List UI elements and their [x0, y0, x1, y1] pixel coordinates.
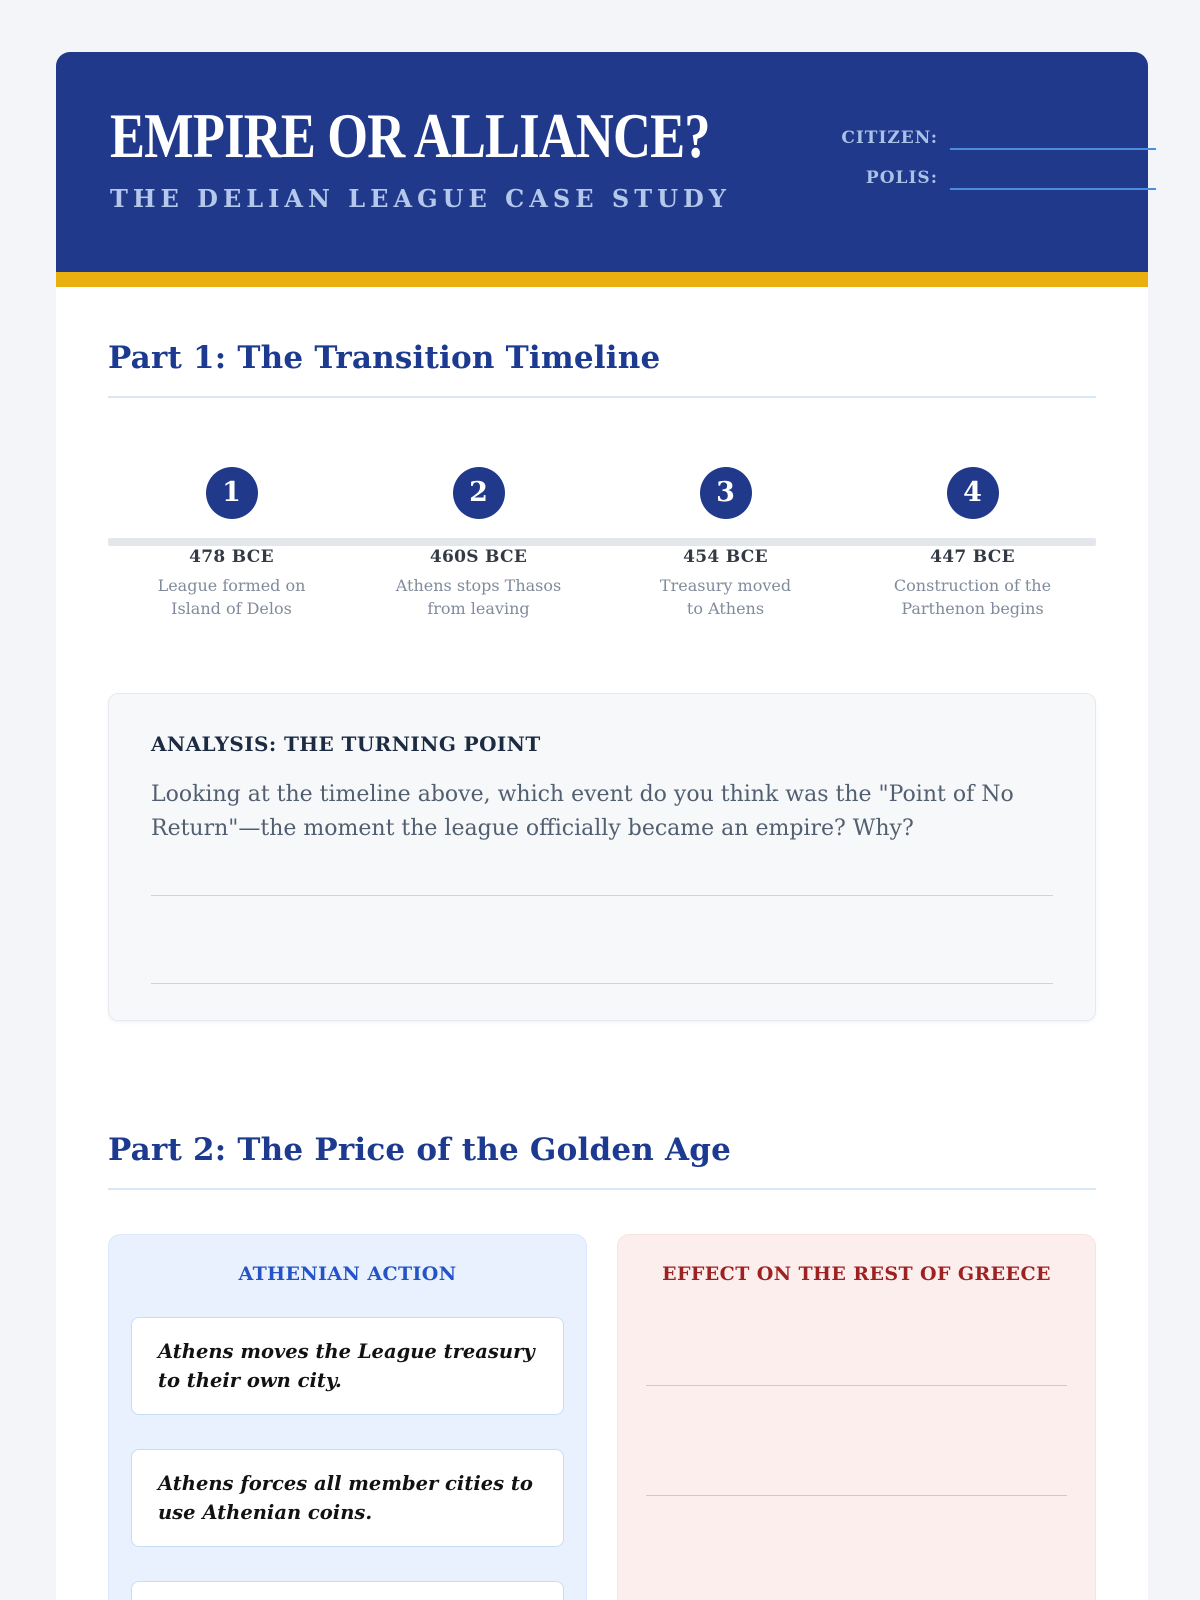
action-card-2: Athens forces all member cities to use Athenian coins. [131, 1449, 564, 1547]
timeline-event-1 [108, 467, 355, 620]
analysis-answer-line-1[interactable] [151, 895, 1053, 896]
timeline-desc-3-line2: to Athens [686, 599, 765, 618]
timeline-desc-3 [602, 574, 849, 620]
citizen-input-line[interactable] [950, 126, 1156, 150]
part2-heading: Part 2: The Price of the Golden Age [108, 1132, 732, 1168]
timeline-desc-1-line2: Island of Delos [171, 599, 292, 618]
timeline-event-2 [355, 467, 602, 620]
part1-section [108, 340, 1096, 1021]
header [56, 52, 1148, 272]
timeline-desc-1-line1: League formed on [157, 576, 306, 595]
analysis-box [108, 693, 1096, 1021]
timeline-desc-4-line1: Construction of the [893, 576, 1052, 595]
timeline-date-4: 447 BCE [930, 547, 1015, 567]
timeline-items [108, 467, 1096, 620]
polis-field-row [866, 166, 1156, 190]
analysis-question: Looking at the timeline above, which event do you think was the "Point of No Return"—the moment the league officially became an empire? Why? [151, 782, 1014, 841]
page-title: EMPIRE OR ALLIANCE? [110, 100, 710, 171]
timeline-marker-3: 3 [700, 467, 752, 519]
effect-column [617, 1234, 1096, 1600]
timeline-date-3: 454 BCE [683, 547, 768, 567]
citizen-field-row [841, 126, 1156, 150]
athenian-action-column [108, 1234, 587, 1600]
part2-columns [108, 1234, 1096, 1600]
timeline-desc-2 [355, 574, 602, 620]
accent-bar [56, 272, 1148, 287]
page-subtitle: THE DELIAN LEAGUE CASE STUDY [110, 184, 731, 213]
action-card-1: Athens moves the League treasury to their own city. [131, 1317, 564, 1415]
timeline-desc-1 [108, 574, 355, 620]
athenian-action-header: ATHENIAN ACTION [238, 1263, 457, 1285]
timeline-date-2: 460S BCE [429, 547, 528, 567]
part2-divider [108, 1188, 1096, 1190]
timeline-desc-2-line2: from leaving [427, 599, 530, 618]
timeline-event-4 [849, 467, 1096, 620]
effect-answer-line-1[interactable] [646, 1385, 1067, 1386]
timeline-marker-1: 1 [206, 467, 258, 519]
header-title-block [110, 100, 841, 272]
timeline-event-3 [602, 467, 849, 620]
polis-input-line[interactable] [950, 166, 1156, 190]
timeline [108, 426, 1096, 620]
worksheet-content [56, 287, 1148, 1600]
part2-section [108, 1132, 1096, 1600]
analysis-title: ANALYSIS: THE TURNING POINT [151, 732, 541, 756]
timeline-desc-3-line1: Treasury moved [659, 576, 792, 595]
timeline-marker-4: 4 [947, 467, 999, 519]
timeline-desc-2-line1: Athens stops Thasos [395, 576, 562, 595]
part1-heading: Part 1: The Transition Timeline [108, 340, 661, 376]
timeline-desc-4 [849, 574, 1096, 620]
effect-header: EFFECT ON THE REST OF GREECE [662, 1263, 1051, 1285]
timeline-marker-2: 2 [453, 467, 505, 519]
analysis-answer-line-2[interactable] [151, 983, 1053, 984]
action-card-3 [131, 1581, 564, 1600]
header-fields [841, 126, 1156, 272]
worksheet-page [56, 52, 1148, 1600]
polis-label: POLIS: [865, 168, 938, 188]
timeline-date-1: 478 BCE [189, 547, 274, 567]
citizen-label: CITIZEN: [841, 128, 938, 148]
timeline-desc-4-line2: Parthenon begins [901, 599, 1044, 618]
effect-answer-line-2[interactable] [646, 1495, 1067, 1496]
part1-divider [108, 396, 1096, 398]
